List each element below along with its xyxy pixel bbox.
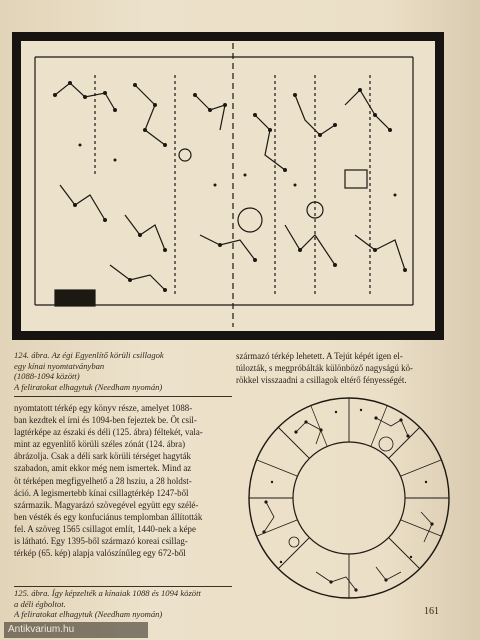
text-line: származik. Magyarázó szövegével együtt egy szélé- <box>14 499 199 510</box>
text-line: fel. A szöveg 1565 csillagot említ, 1440-nek a képe <box>14 523 196 534</box>
figure-125-caption <box>14 588 232 620</box>
caption-line: 124. ábra. Az égi Egyenlítő körüli csillagok <box>14 350 164 360</box>
text-line: túlozták, s megpróbálták különböző nagyságú kö- <box>236 363 413 374</box>
text-line: ábrázolja. Csak a déli sark körüli térséget hagyták <box>14 451 191 462</box>
text-line: is látható. Egy 1395-ből származó koreai csillag- <box>14 536 188 547</box>
text-line: térkép (65. kép) alapja valószínűleg egy 672-ből <box>14 548 186 559</box>
caption-line: egy kínai nyomtatványban <box>14 360 105 371</box>
star-map-illustration <box>15 35 441 337</box>
text-line: nyomtatott térkép egy könyv része, amelyet 1088- <box>14 403 193 413</box>
text-line: öt térképen megfigyelhető a 28 hsziu, a 28 holdst- <box>14 475 192 486</box>
text-line: lagtérképe az északi és déli (125. ábra) féltekét, vala- <box>14 427 203 438</box>
circular-star-map-illustration <box>236 392 462 604</box>
text-line: ban kezdtek el írni és 1094-ben fejeztek be. Öt csil- <box>14 415 197 426</box>
caption-divider <box>14 586 232 587</box>
southern-sky-map <box>236 392 462 604</box>
figure-124-caption <box>14 350 232 392</box>
page-number: 161 <box>424 606 439 617</box>
caption-line: A feliratokat elhagytuk (Needham nyomán) <box>14 381 163 392</box>
left-text-column <box>14 402 232 559</box>
text-line: szabadon, amit ekkor még nem ismertek. Mind az <box>14 463 192 474</box>
caption-divider <box>14 396 232 397</box>
caption-line: A feliratokat elhagytuk (Needham nyomán) <box>14 609 163 620</box>
text-line: származó térkép lehetett. A Tejút képét igen el- <box>236 351 403 361</box>
text-line: ben vésték és egy konfuciánus templomban állították <box>14 511 203 522</box>
text-line: rökkel visszaadni a csillagok eltérő fényességét. <box>236 375 407 386</box>
watermark: Antikvarium.hu <box>4 622 148 638</box>
equatorial-star-map <box>12 32 444 340</box>
caption-line: a déli égboltot. <box>14 598 66 609</box>
right-text-column <box>236 350 464 386</box>
text-line: mint az egyenlítő körüli széles zónát (124. ábra) <box>14 439 186 450</box>
caption-line: 125. ábra. Így képzelték a kínaiak 1088 és 1094 között <box>14 588 201 598</box>
caption-line: (1088-1094 között) <box>14 371 80 382</box>
text-line: áció. A legismertebb kínai csillagtérkép 1247-ből <box>14 487 189 498</box>
